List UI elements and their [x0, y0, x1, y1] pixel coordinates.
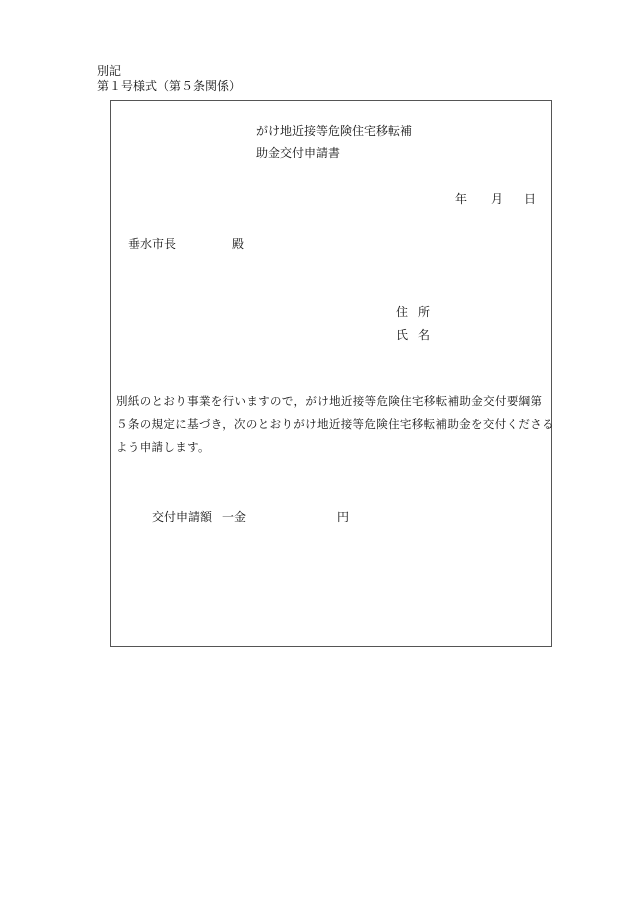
date-day-label: 日 [524, 192, 537, 206]
addressee-name: 垂水市長 [128, 237, 177, 251]
amount-unit: 円 [337, 510, 350, 524]
form-number-label: 第１号様式（第５条関係） [97, 79, 242, 93]
amount-prefix: 一金 [222, 510, 247, 524]
form-frame [110, 100, 552, 647]
body-text-line3: よう申請します。 [116, 440, 210, 454]
form-title-line2: 助金交付申請書 [256, 146, 341, 160]
amount-label: 交付申請額 [152, 510, 213, 524]
addressee-honorific: 殿 [232, 237, 245, 251]
form-title-line1: がけ地近接等危険住宅移転補 [256, 124, 413, 138]
annex-label: 別記 [97, 64, 122, 78]
date-month-label: 月 [491, 192, 504, 206]
body-text-line1: 別紙のとおり事業を行いますので，がけ地近接等危険住宅移転補助金交付要綱第 [116, 394, 543, 408]
body-text-line2: ５条の規定に基づき，次のとおりがけ地近接等危険住宅移転補助金を交付くださる [116, 417, 554, 431]
date-year-label: 年 [455, 192, 468, 206]
applicant-name-label: 氏名 [396, 328, 441, 342]
applicant-address-label: 住所 [396, 305, 441, 319]
